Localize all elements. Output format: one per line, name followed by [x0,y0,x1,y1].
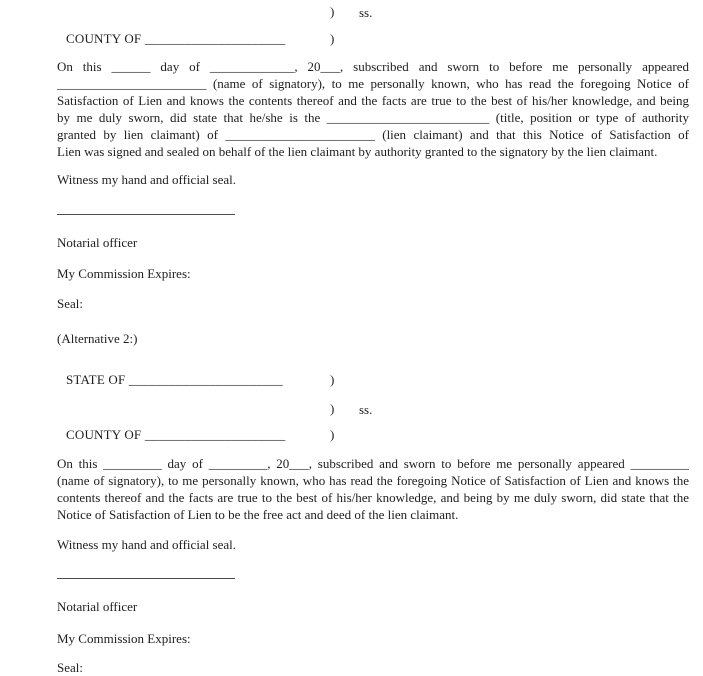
venue1-ss-paren: ) [330,4,335,19]
county-blank-line: _____________________ [144,31,286,46]
venue2-county-label [66,426,286,443]
venue2-state-paren: ) [330,372,335,387]
paragraph-line: granted by lien claimant) of _______________________ (lien claimant) and that this Notice of Satisfaction of [57,127,689,142]
seal-label: Seal: [57,660,83,675]
paragraph-line: Satisfaction of Lien and knows the contents thereof and the facts are true to the best of his/her knowledge, and being [57,93,689,108]
notarial-officer-label: Notarial officer [57,235,138,250]
paragraph-line: by me duly sworn, did state that he/she is the _________________________ (title, position or type of authority [57,110,689,125]
witness-clause: Witness my hand and official seal. [57,537,237,552]
county-of-text: COUNTY OF [66,427,142,442]
venue2-state-label [66,371,283,388]
county-of-text: COUNTY OF [66,31,142,46]
paragraph-line: contents thereof and the facts are true to the best of his/her knowledge, and being by me duly sworn, did state that the [57,490,689,505]
venue1-county-paren: ) [330,31,335,46]
paragraph-line: Lien was signed and sealed on behalf of the lien claimant by authority granted to the signatory by the lien claimant. [57,144,658,159]
venue2-ss-paren: ) [330,401,335,416]
venue2-ss-abbreviation: ss. [359,402,373,417]
seal-label: Seal: [57,296,83,311]
notarial-officer-label: Notarial officer [57,599,138,614]
paragraph-line: (name of signatory), to me personally known, who has read the foregoing Notice of Satisfaction of Lien and knows the [57,473,689,488]
paragraph-line: On this ______ day of _____________, 20___, subscribed and sworn to before me personally appeared [57,59,689,74]
signature-line [57,214,235,215]
paragraph-line: On this _________ day of _________, 20___, subscribed and sworn to before me personally appeared _________ [57,456,689,471]
venue1-ss-abbreviation: ss. [359,5,373,20]
county-blank-line: _____________________ [144,427,286,442]
acknowledgment-paragraph-2 [57,455,689,523]
paragraph-line: _______________________ (name of signatory), to me personally known, who has read the foregoing Notice of [57,76,689,91]
venue2-county-paren: ) [330,427,335,442]
commission-expires-label: My Commission Expires: [57,266,191,281]
witness-clause: Witness my hand and official seal. [57,172,237,187]
state-blank-line: _______________________ [128,372,283,387]
alternative-2-label: (Alternative 2:) [57,331,138,346]
signature-line [57,578,235,579]
acknowledgment-paragraph-1 [57,58,689,160]
venue1-county-label [66,30,286,47]
commission-expires-label: My Commission Expires: [57,631,191,646]
paragraph-line: Notice of Satisfaction of Lien to be the free act and deed of the lien claimant. [57,507,459,522]
state-of-text: STATE OF [66,372,126,387]
